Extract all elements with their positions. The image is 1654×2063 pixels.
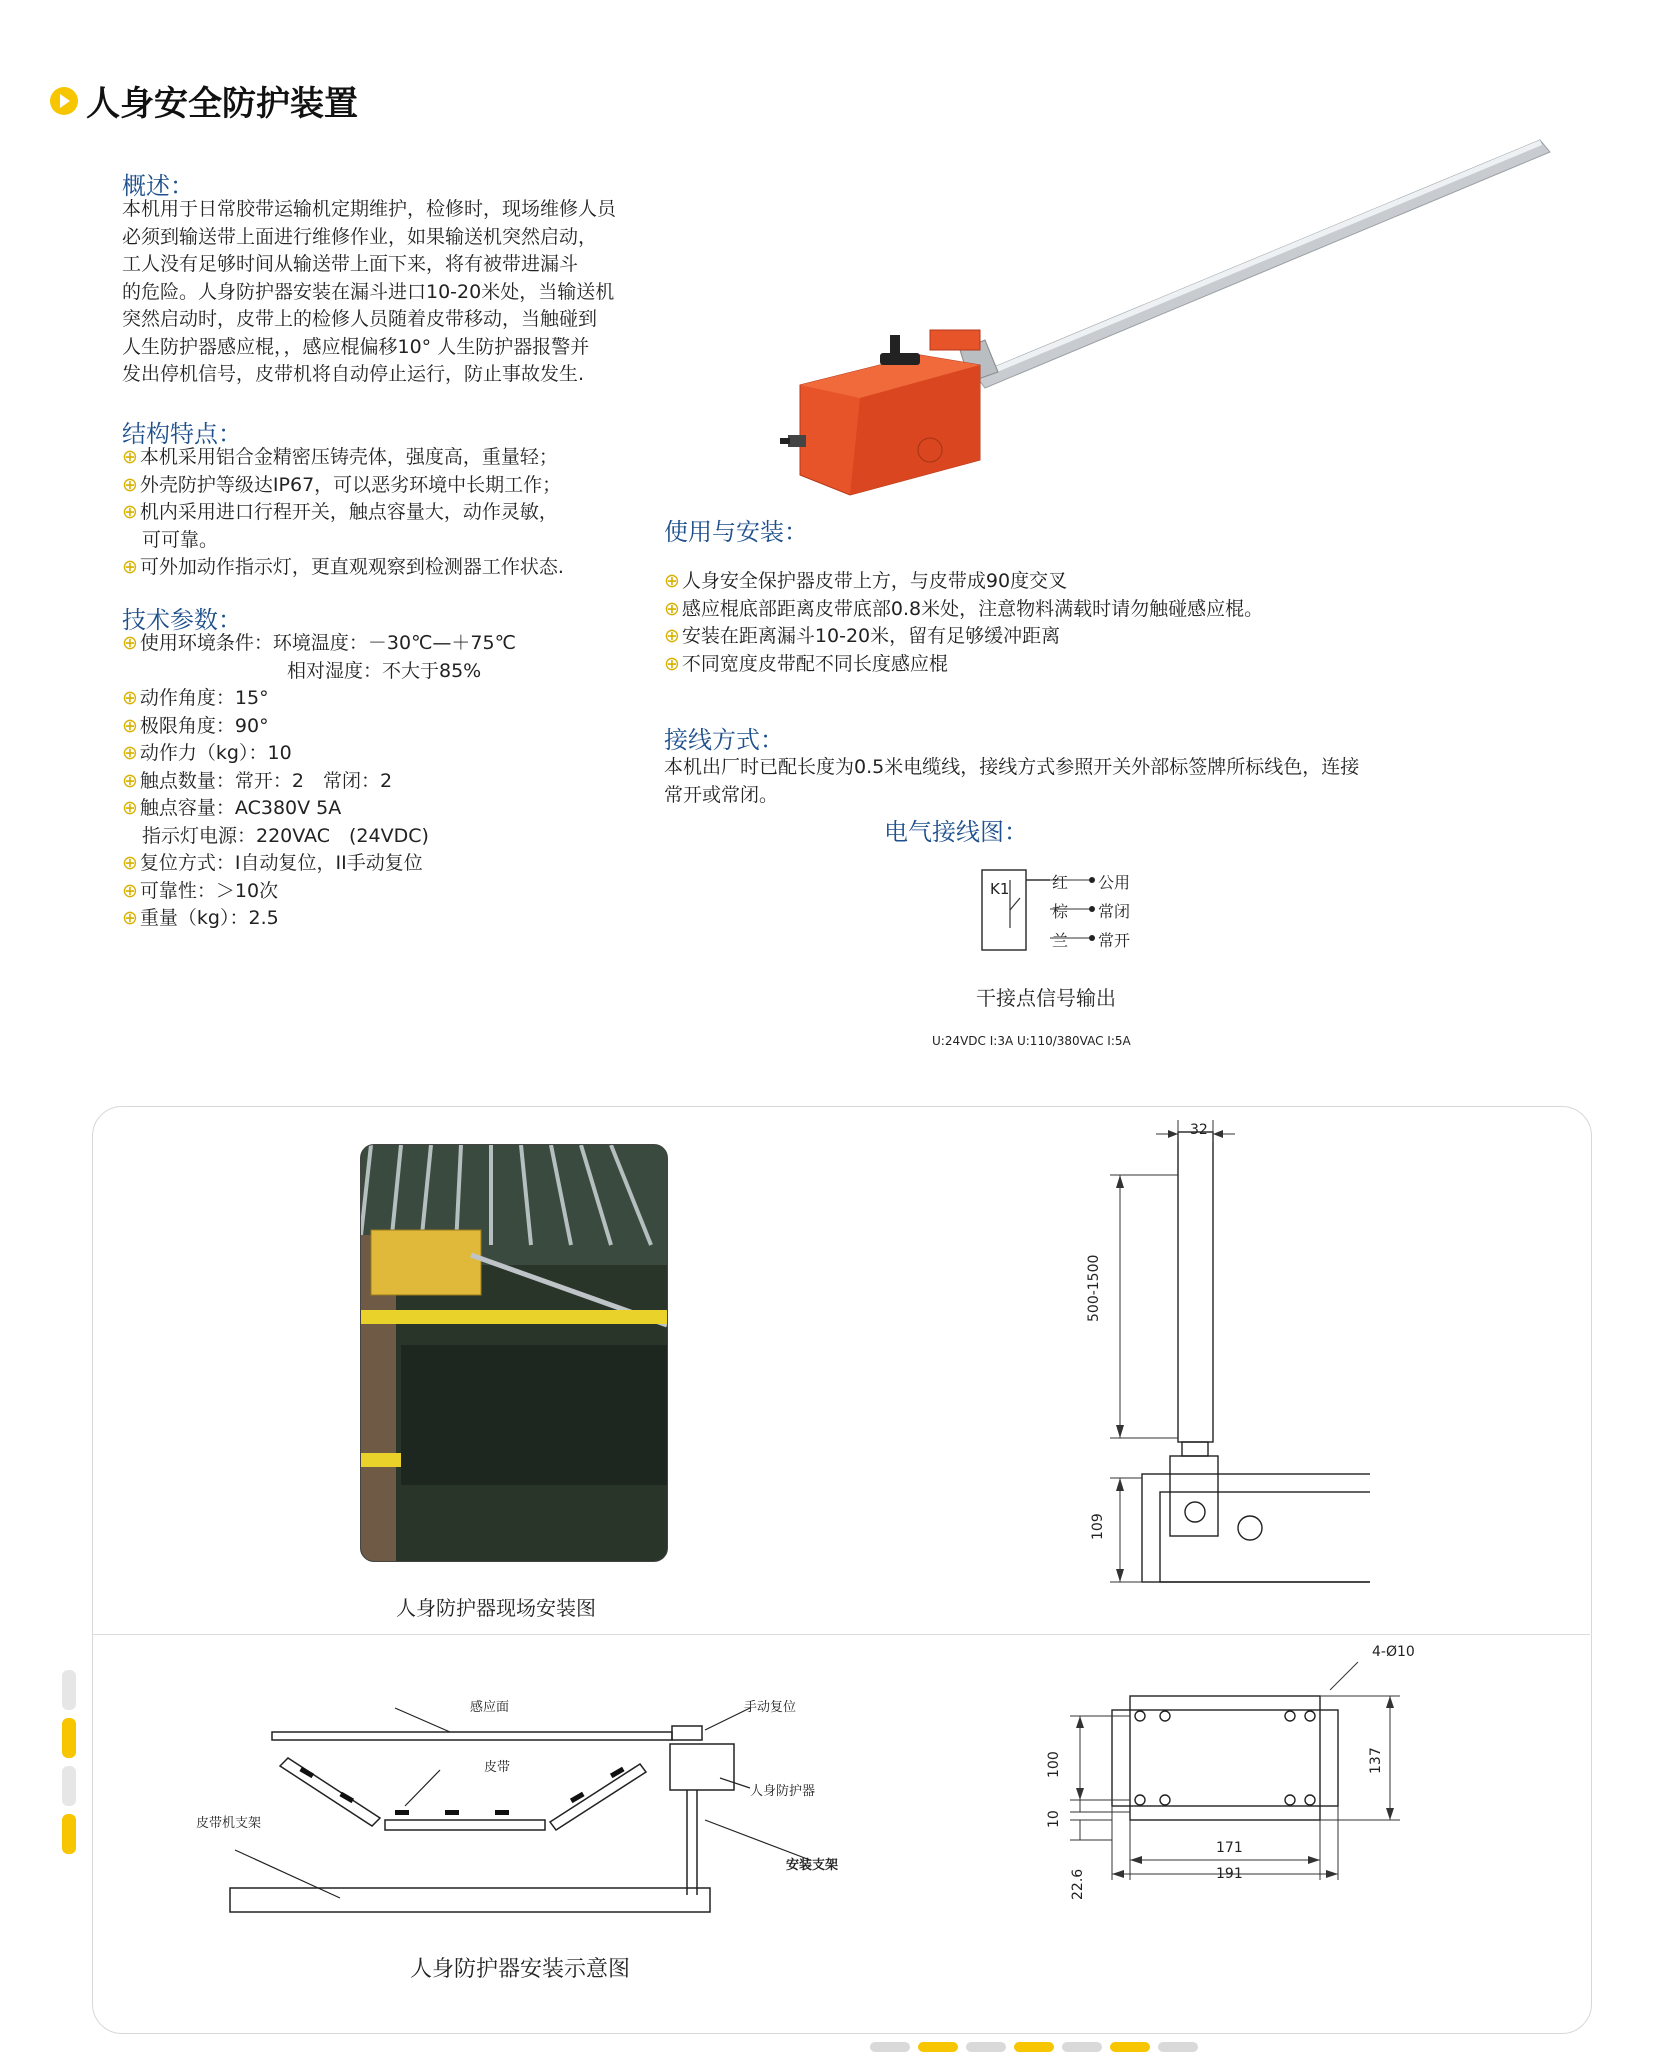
- spec-item: ⊕ 极限角度：90°: [122, 714, 269, 737]
- plus-circle-icon: ⊕: [122, 632, 138, 654]
- plus-circle-icon: ⊕: [122, 852, 138, 874]
- overview-line: 的危险。人身防护器安装在漏斗进口10-20米处，当输送机: [122, 280, 615, 303]
- list-item: ⊕ 本机采用铝合金精密压铸壳体，强度高，重量轻；: [122, 446, 558, 468]
- spec-item: ⊕ 触点数量：常开：2 常闭：2: [122, 769, 393, 792]
- plus-circle-icon: ⊕: [664, 597, 680, 620]
- frame-divider: [92, 1634, 1590, 1635]
- side-tab: [62, 1670, 76, 1710]
- plus-circle-icon: ⊕: [122, 446, 138, 468]
- plus-circle-icon: ⊕: [664, 570, 680, 592]
- plus-circle-icon: ⊕: [122, 742, 138, 764]
- overview-line: 本机用于日常胶带运输机定期维护，检修时，现场维修人员: [122, 198, 617, 220]
- device-product-image: [780, 130, 1560, 520]
- side-tab: [62, 1766, 76, 1806]
- plus-circle-icon: ⊕: [122, 556, 138, 578]
- indicator-dot: [1110, 2042, 1150, 2052]
- overview-line: 工人没有足够时间从输送带上面下来，将有被带进漏斗: [122, 253, 579, 275]
- wire-color-blue: 兰: [1052, 931, 1069, 950]
- terminal-nc: 常闭: [1098, 902, 1131, 921]
- structure-list: [122, 444, 564, 582]
- wiring-heading: 接线方式：: [664, 726, 784, 754]
- list-item: ⊕ 外壳防护等级达IP67，可以恶劣环境中长期工作；: [122, 473, 562, 496]
- plus-circle-icon: ⊕: [122, 714, 138, 737]
- page-title: [50, 76, 358, 125]
- indicator-dot: [870, 2042, 910, 2052]
- side-tab: [62, 1814, 76, 1854]
- plus-circle-icon: ⊕: [122, 501, 138, 523]
- indicator-dot: [966, 2042, 1006, 2052]
- spec-item: ⊕ 动作角度：15°: [122, 687, 269, 709]
- plus-circle-icon: ⊕: [122, 769, 138, 792]
- terminal-no: 常开: [1098, 931, 1131, 950]
- indicator-dot: [918, 2042, 958, 2052]
- list-item: ⊕ 安装在距离漏斗10-20米，留有足够缓冲距离: [664, 625, 1061, 647]
- spec-item: 指示灯电源：220VAC (24VDC): [142, 824, 429, 847]
- overview-heading: 概述：: [122, 172, 194, 200]
- installation-schematic: [210, 1700, 850, 1940]
- spec-item: ⊕ 触点容量：AC380V 5A: [122, 797, 342, 819]
- dim-top-width: 32: [1190, 1122, 1208, 1138]
- list-item: ⊕ 感应棍底部距离皮带底部0.8米处，注意物料满载时请勿触碰感应棍。: [664, 597, 1264, 620]
- schematic-caption: 人身防护器安装示意图: [410, 1957, 631, 1982]
- terminal-common: 公用: [1098, 873, 1131, 892]
- overview-line: 人生防护器感应棍，，感应棍偏移10° 人生防护器报警并: [122, 335, 590, 358]
- dim-22-6: 22.6: [1070, 1868, 1086, 1900]
- label-belt: 皮带: [484, 1760, 511, 1775]
- dim-137: 137: [1368, 1747, 1384, 1774]
- wiring-line: 常开或常闭。: [664, 783, 779, 806]
- k1-label: K1: [990, 880, 1010, 898]
- label-mount-bracket: 安装支架: [786, 1858, 839, 1873]
- list-item: ⊕ 可外加动作指示灯，更直观观察到检测器工作状态.: [122, 556, 564, 578]
- spec-item: ⊕ 使用环境条件：环境温度：－30℃—＋75℃: [122, 632, 516, 654]
- indicator-dot: [1158, 2042, 1198, 2052]
- photo-caption: 人身防护器现场安装图: [396, 1596, 596, 1620]
- wire-color-brown: 棕: [1052, 902, 1069, 921]
- spec-item: ⊕ 重量（kg）：2.5: [122, 907, 279, 929]
- label-belt-frame: 皮带机支架: [196, 1816, 262, 1831]
- label-manual-reset: 手动复位: [744, 1700, 797, 1715]
- site-installation-photo: [360, 1144, 668, 1562]
- plus-circle-icon: ⊕: [664, 652, 680, 675]
- plus-circle-icon: ⊕: [664, 625, 680, 647]
- usage-list: [664, 568, 1263, 678]
- wiring-diagram-title: 电气接线图：: [884, 818, 1028, 846]
- dim-body-height: 109: [1090, 1513, 1106, 1540]
- wiring-text: [664, 754, 1359, 809]
- specs-heading: 技术参数：: [122, 606, 242, 634]
- dim-171: 171: [1216, 1840, 1243, 1856]
- label-device: 人身防护器: [750, 1784, 816, 1799]
- overview-line: 必须到输送带上面进行维修作业，如果输送机突然启动，: [122, 225, 598, 248]
- plus-circle-icon: ⊕: [122, 797, 138, 819]
- list-item: ⊕ 机内采用进口行程开关，触点容量大，动作灵敏，: [122, 501, 558, 523]
- plus-circle-icon: ⊕: [122, 473, 138, 496]
- spec-item: ⊕ 复位方式：I自动复位，II手动复位: [122, 852, 423, 874]
- wire-color-red: 红: [1052, 873, 1069, 892]
- play-circle-icon: [50, 87, 78, 115]
- usage-heading: 使用与安装：: [664, 518, 808, 546]
- label-sensor-surface: 感应面: [470, 1700, 510, 1715]
- spec-item: ⊕ 动作力（kg）：10: [122, 742, 292, 764]
- page-title-text: 人身安全防护装置: [86, 84, 358, 124]
- dim-191: 191: [1216, 1866, 1243, 1882]
- specs-list: [122, 630, 516, 933]
- side-tab: [62, 1718, 76, 1758]
- overview-line: 突然启动时，皮带上的检修人员随着皮带移动，当触碰到: [122, 308, 598, 330]
- dim-holes: 4-Ø10: [1372, 1644, 1415, 1660]
- plus-circle-icon: ⊕: [122, 907, 138, 929]
- wiring-line: 本机出厂时已配长度为0.5米电缆线，接线方式参照开关外部标签牌所标线色，连接: [664, 756, 1360, 778]
- list-item-continued: 可可靠。: [142, 528, 219, 551]
- page-indicator: [870, 2042, 1198, 2052]
- dim-10: 10: [1046, 1810, 1062, 1828]
- indicator-dot: [1062, 2042, 1102, 2052]
- list-item: ⊕ 人身安全保护器皮带上方，与皮带成90度交叉: [664, 570, 1068, 592]
- list-item: ⊕ 不同宽度皮带配不同长度感应棍: [664, 652, 948, 675]
- overview-text: [122, 196, 662, 389]
- overview-line: 发出停机信号，皮带机将自动停止运行，防止事故发生.: [122, 363, 585, 385]
- side-dimension-drawing: [1070, 1120, 1370, 1600]
- indicator-dot: [1014, 2042, 1054, 2052]
- plus-circle-icon: ⊕: [122, 879, 138, 902]
- spec-item: ⊕ 可靠性：＞10次: [122, 879, 279, 902]
- wiring-caption: 干接点信号输出: [976, 986, 1116, 1010]
- wiring-rating: U:24VDC I:3A U:110/380VAC I:5A: [932, 1034, 1131, 1048]
- structure-heading: 结构特点：: [122, 420, 242, 448]
- spec-item: 相对湿度：不大于85%: [287, 659, 482, 682]
- plus-circle-icon: ⊕: [122, 687, 138, 709]
- dim-100: 100: [1046, 1751, 1062, 1778]
- dim-rod-length: 500-1500: [1086, 1254, 1102, 1322]
